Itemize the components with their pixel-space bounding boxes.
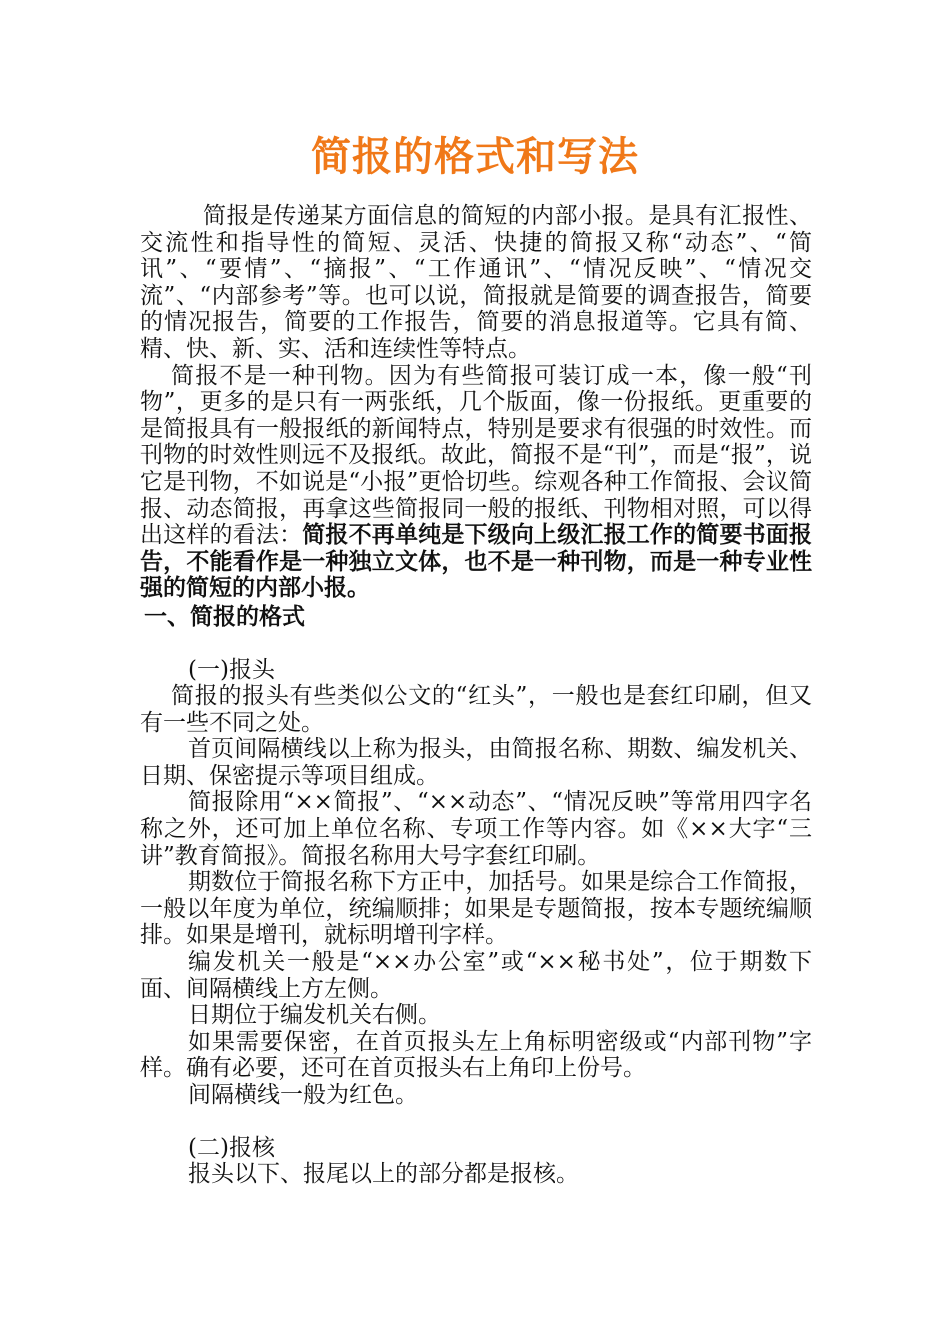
document-body	[140, 203, 812, 1188]
subsection-title-header: (一)报头	[188, 656, 275, 683]
core-paragraph: 报头以下、报尾以上的部分都是报核。	[188, 1161, 579, 1188]
header-paragraph: 简报的报头有些类似公文的“红头”，一般也是套红印刷，但又有一些不同之处。	[140, 683, 812, 736]
intro-paragraph-2-text: 简报不是一种刊物。因为有些简报可装订成一本，像一般“刊物”，更多的是只有一两张纸，几个版面，像一份报纸。更重要的是简报具有一般报纸的新闻特点，特别是要求有很强的时效性。而刊物的时效性则远不及报纸。故此，简报不是“刊”，而是“报”，说它是刊物，不如说是“小报”更恰切些。综观各种工作简报、会议简报、动态简报，再拿这些简报同一般的报纸、刊物相对照，可以得出这样的看法：	[140, 362, 812, 549]
header-paragraph: 日期位于编发机关右侧。	[188, 1002, 441, 1029]
header-paragraph: 编发机关一般是“××办公室”或“××秘书处”，位于期数下面、间隔横线上方左侧。	[140, 949, 812, 1002]
header-paragraph: 简报除用“××简报”、“××动态”、“情况反映”等常用四字名称之外，还可加上单位名称、专项工作等内容。如《××大字“三讲”教育简报》。简报名称用大号字套红印刷。	[140, 789, 812, 869]
document-title: 简报的格式和写法	[311, 134, 639, 180]
intro-paragraph-2	[140, 363, 812, 602]
intro-paragraph-1: 简报是传递某方面信息的简短的内部小报。是具有汇报性、交流性和指导性的简短、灵活、快捷的简报又称“动态”、“简讯”、“要情”、“摘报”、“工作通讯”、“情况反映”、“情况交流”、“内部参考”等。也可以说，简报就是简要的调查报告，简要的情况报告，简要的工作报告，简要的消息报道等。它具有简、精、快、新、实、活和连续性等特点。	[140, 203, 812, 362]
subsection-title-core: (二)报核	[188, 1134, 275, 1161]
spacer	[140, 631, 812, 657]
header-paragraph: 首页间隔横线以上称为报头，由简报名称、期数、编发机关、日期、保密提示等项目组成。	[140, 736, 812, 789]
header-paragraph: 间隔横线一般为红色。	[188, 1082, 418, 1108]
header-paragraph: 如果需要保密，在首页报头左上角标明密级或“内部刊物”字样。确有必要，还可在首页报头右上角印上份号。	[140, 1028, 812, 1082]
spacer	[140, 1109, 812, 1135]
intro-paragraph-2-emphasis: 简报不再单纯是下级向上级汇报工作的简要书面报告，不能看作是一种独立文体，也不是一种刊物，而是一种专业性强的简短的内部小报。	[140, 522, 813, 602]
section-heading-format: 一、简报的格式	[144, 603, 305, 630]
header-paragraph: 期数位于简报名称下方正中，加括号。如果是综合工作简报，一般以年度为单位，统编顺排；如果是专题简报，按本专题统编顺排。如果是增刊，就标明增刊字样。	[140, 869, 812, 949]
